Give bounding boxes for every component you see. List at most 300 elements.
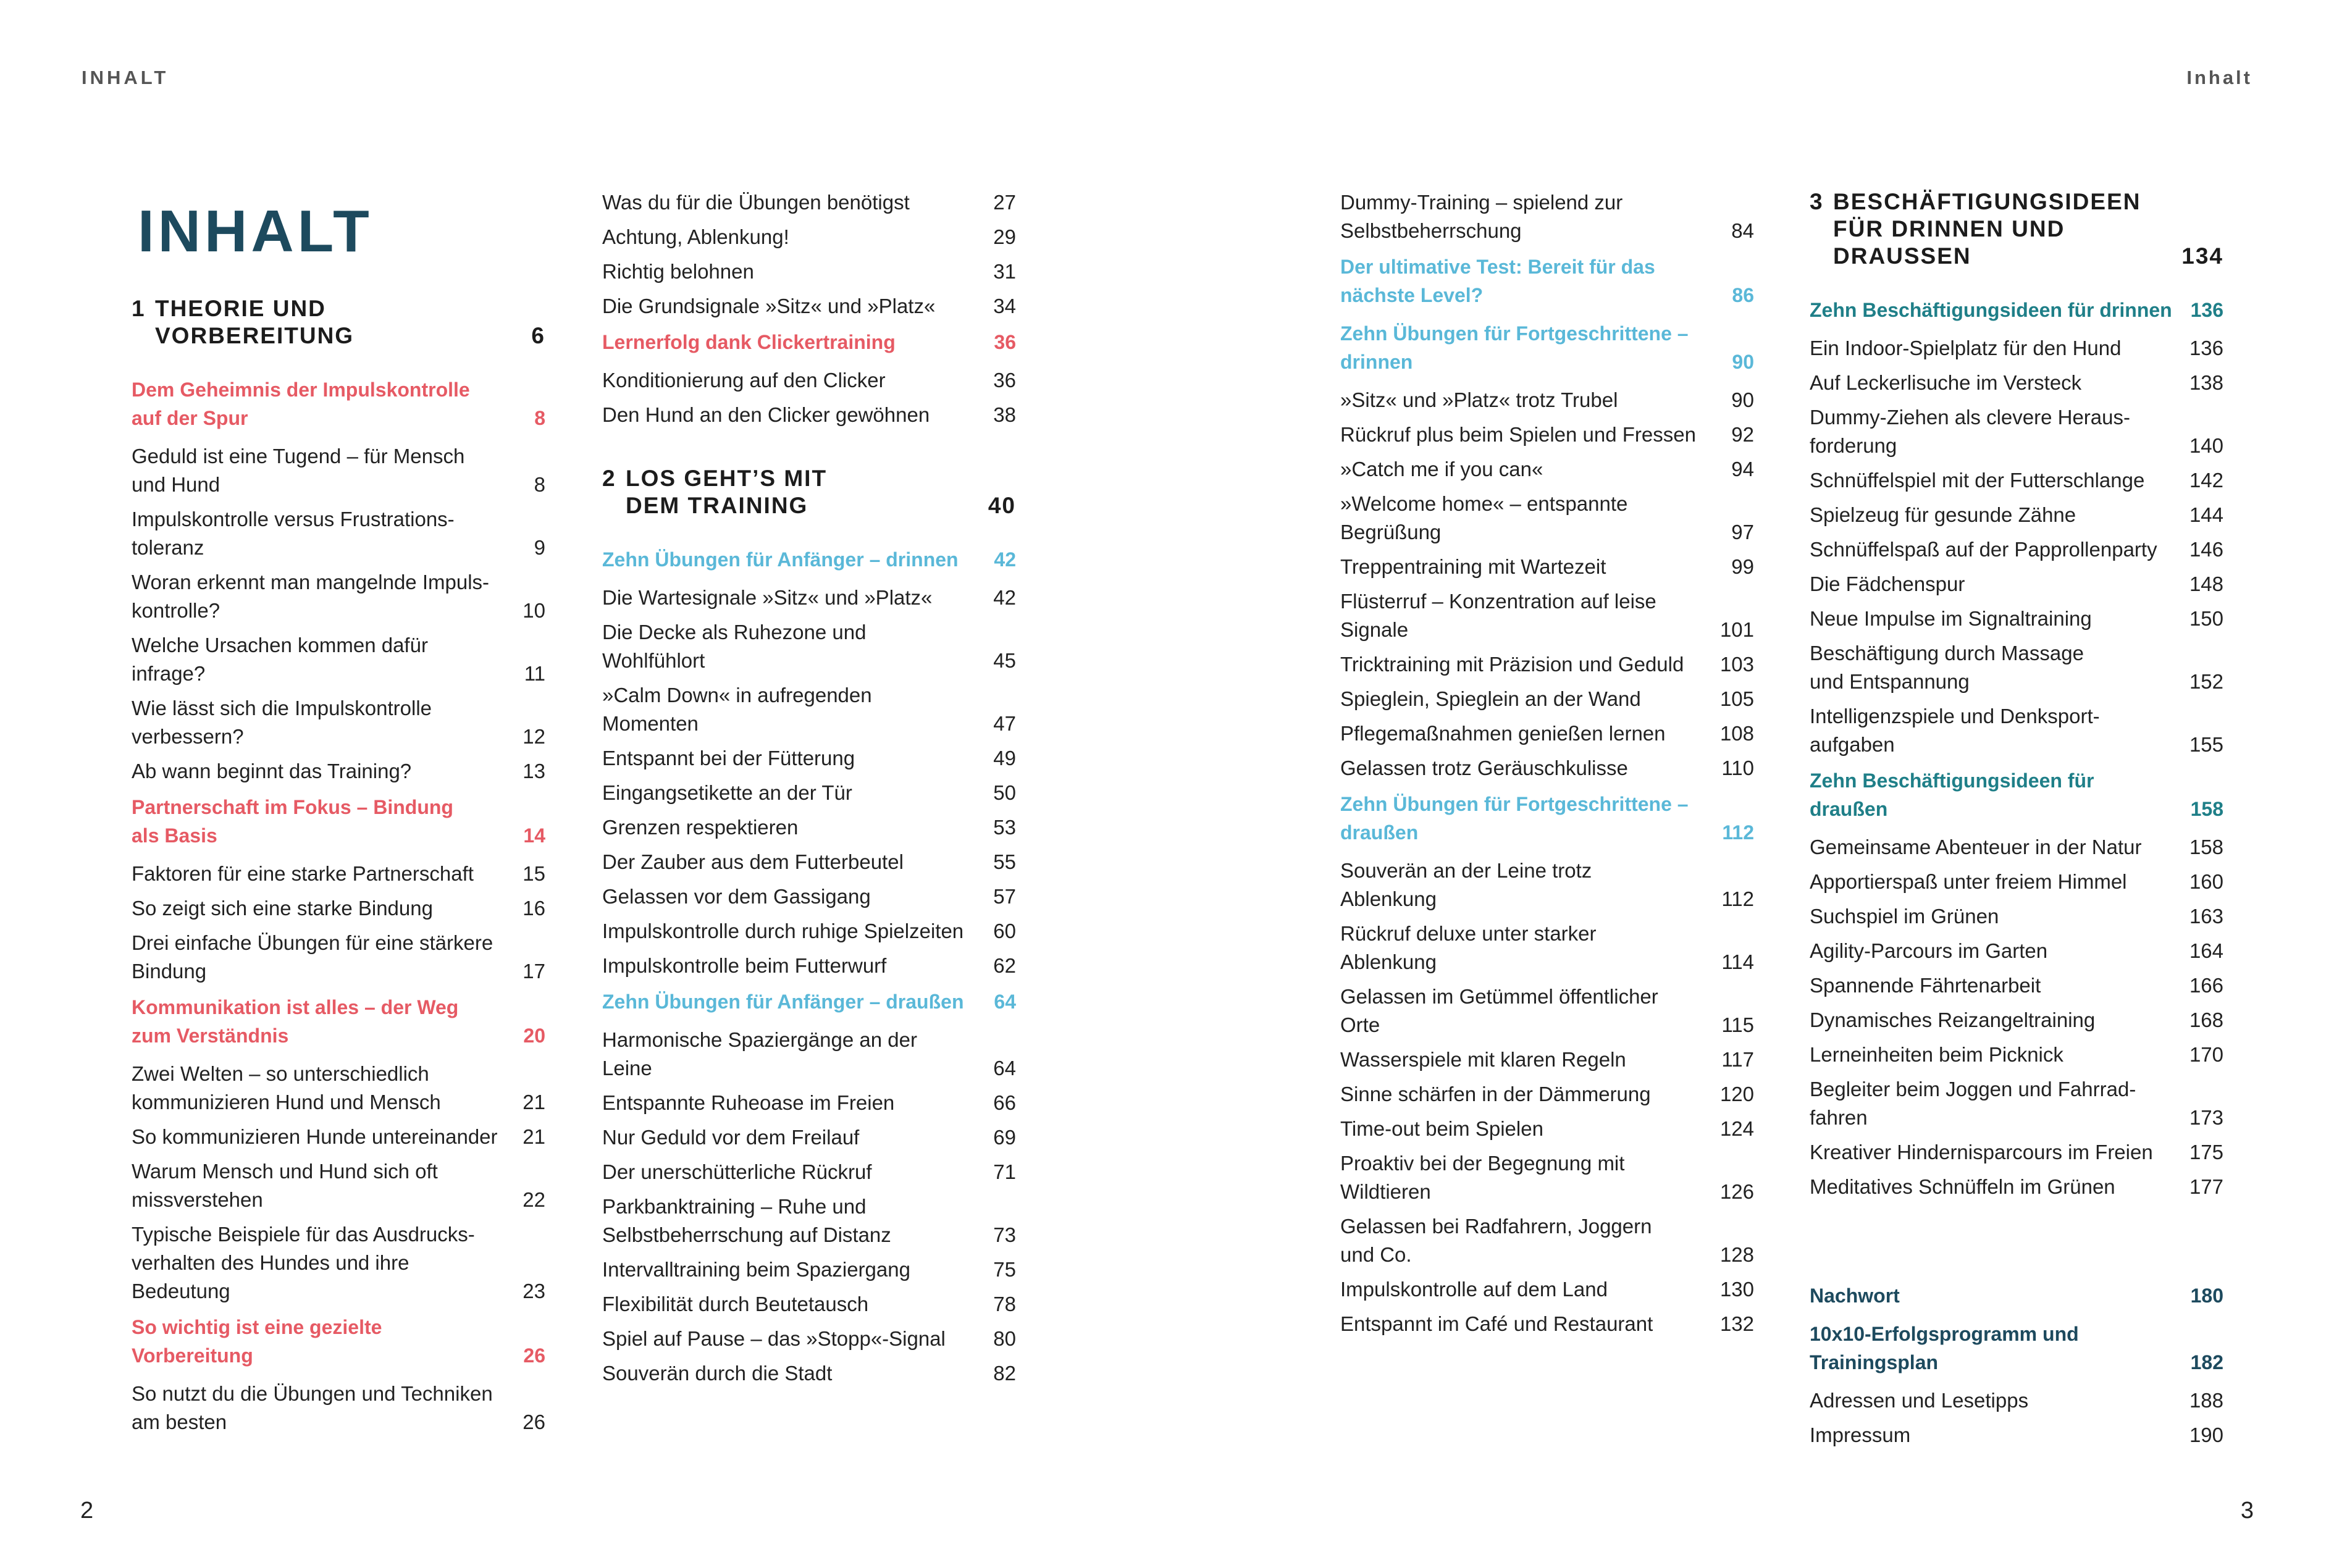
toc-entry-page: 190 <box>2189 1423 2223 1446</box>
toc-entry-title: Spannende Fährtenarbeit <box>1810 974 2041 997</box>
toc-entry-page: 158 <box>2189 836 2223 858</box>
toc-entry-page: 29 <box>993 225 1016 248</box>
toc-entry-title: Warum Mensch und Hund sich oft missverstehen <box>132 1160 438 1211</box>
toc-entry-title: Ein Indoor-Spielplatz für den Hund <box>1810 337 2122 359</box>
toc-entry-title: Apportierspaß unter freiem Himmel <box>1810 870 2127 893</box>
toc-section-entry[interactable] <box>1810 766 2223 823</box>
toc-entry-page: 146 <box>2189 538 2223 561</box>
toc-entry-page: 21 <box>523 1125 545 1148</box>
toc-entry[interactable] <box>1340 1212 1754 1269</box>
toc-column-1 <box>132 198 545 1443</box>
toc-list <box>602 545 1016 1388</box>
toc-entry-title: Time-out beim Spielen <box>1340 1117 1543 1140</box>
toc-entry[interactable] <box>1340 386 1754 414</box>
toc-section-entry[interactable] <box>132 993 545 1050</box>
toc-entry-page: 36 <box>994 331 1016 353</box>
toc-entry-title: Impressum <box>1810 1423 1911 1446</box>
toc-entry-page: 115 <box>1721 1013 1754 1036</box>
toc-section-entry[interactable] <box>1340 253 1754 309</box>
toc-entry-title: So kommunizieren Hunde untereinander <box>132 1125 498 1148</box>
toc-entry-title: Gelassen bei Radfahrern, Joggern und Co. <box>1340 1215 1652 1266</box>
toc-entry-page: 188 <box>2189 1389 2223 1412</box>
toc-entry-title: Der unerschütterliche Rückruf <box>602 1160 872 1183</box>
toc-entry-title: »Catch me if you can« <box>1340 458 1543 480</box>
chapter-number: 1 <box>132 296 146 321</box>
toc-entry-page: 71 <box>993 1160 1016 1183</box>
toc-entry[interactable] <box>1340 553 1754 581</box>
toc-entry-title: Dummy-Ziehen als clevere Heraus- forderung <box>1810 406 2130 457</box>
toc-entry[interactable] <box>602 223 1016 251</box>
toc-entry-page: 47 <box>993 712 1016 735</box>
chapter-page: 6 <box>531 323 545 348</box>
toc-entry[interactable] <box>1340 857 1754 913</box>
toc-entry-page: 120 <box>1719 1083 1754 1105</box>
toc-entry[interactable] <box>1810 1421 2223 1449</box>
toc-entry[interactable] <box>1810 702 2223 759</box>
toc-entry-page: 155 <box>2189 733 2223 756</box>
toc-entry[interactable] <box>602 848 1016 876</box>
toc-entry[interactable] <box>1810 501 2223 529</box>
toc-entry-page: 92 <box>1731 423 1754 446</box>
toc-entry-title: Harmonische Spaziergänge an der Leine <box>602 1028 917 1080</box>
toc-entry-page: 20 <box>523 1025 545 1047</box>
toc-entry-page: 124 <box>1719 1117 1754 1140</box>
toc-entry-title: Tricktraining mit Präzision und Geduld <box>1340 653 1684 676</box>
toc-entry-page: 112 <box>1721 887 1754 910</box>
toc-entry[interactable] <box>132 442 545 499</box>
toc-entry[interactable] <box>1340 983 1754 1039</box>
toc-section-entry[interactable] <box>1810 296 2223 324</box>
toc-entry[interactable] <box>602 744 1016 773</box>
toc-entry[interactable] <box>1340 650 1754 679</box>
toc-entry-title: Souverän durch die Stadt <box>602 1362 833 1385</box>
toc-entry-title: Spieglein, Spieglein an der Wand <box>1340 687 1641 710</box>
toc-section-entry[interactable] <box>602 545 1016 574</box>
toc-entry-title: Kommunikation ist alles – der Weg zum Verständnis <box>132 996 459 1047</box>
toc-entry-page: 173 <box>2189 1106 2223 1129</box>
toc-entry-page: 170 <box>2189 1043 2223 1066</box>
toc-entry-title: Lerneinheiten beim Picknick <box>1810 1043 2063 1066</box>
toc-entry-page: 166 <box>2189 974 2223 997</box>
toc-entry-page: 136 <box>2189 337 2223 359</box>
toc-entry-title: Rückruf plus beim Spielen und Fressen <box>1340 423 1696 446</box>
toc-entry-title: Intelligenzspiele und Denksport- aufgaben <box>1810 705 2100 756</box>
toc-entry-title: Schnüffelspiel mit der Futterschlange <box>1810 469 2145 492</box>
toc-entry[interactable] <box>1340 685 1754 713</box>
toc-entry[interactable] <box>132 929 545 986</box>
toc-entry[interactable] <box>1810 1138 2223 1167</box>
toc-entry-page: 78 <box>993 1293 1016 1315</box>
toc-entry-title: Die Fädchenspur <box>1810 572 1965 595</box>
toc-entry-page: 75 <box>993 1258 1016 1281</box>
toc-entry-page: 110 <box>1721 757 1754 779</box>
toc-entry-title: Wie lässt sich die Impulskontrolle verbessern? <box>132 697 432 748</box>
toc-entry-page: 22 <box>523 1188 545 1211</box>
toc-entry-title: Sinne schärfen in der Dämmerung <box>1340 1083 1651 1105</box>
toc-entry[interactable] <box>132 1123 545 1151</box>
toc-entry-page: 177 <box>2189 1175 2223 1198</box>
toc-entry-title: Beschäftigung durch Massage und Entspannung <box>1810 642 2084 693</box>
toc-entry-title: Welche Ursachen kommen dafür infrage? <box>132 634 428 685</box>
toc-entry-title: Gelassen trotz Geräuschkulisse <box>1340 757 1628 779</box>
toc-entry[interactable] <box>602 1193 1016 1249</box>
toc-entry-title: Faktoren für eine starke Partnerschaft <box>132 862 474 885</box>
toc-entry-page: 10 <box>523 599 545 622</box>
toc-entry-title: Spielzeug für gesunde Zähne <box>1810 503 2076 526</box>
toc-entry-page: 182 <box>2190 1351 2223 1373</box>
toc-section-entry[interactable] <box>1810 1320 2223 1377</box>
toc-entry[interactable] <box>132 1380 545 1436</box>
toc-entry[interactable] <box>602 952 1016 980</box>
toc-entry-title: Die Grundsignale »Sitz« und »Platz« <box>602 295 936 317</box>
toc-entry-page: 105 <box>1719 687 1754 710</box>
toc-entry[interactable] <box>132 860 545 888</box>
toc-entry[interactable] <box>132 1060 545 1117</box>
toc-entry[interactable] <box>1810 605 2223 633</box>
toc-entry-title: Flexibilität durch Beutetausch <box>602 1293 869 1315</box>
toc-entry-title: Souverän an der Leine trotz Ablenkung <box>1340 859 1592 910</box>
toc-column-4 <box>1810 188 2223 1456</box>
toc-section-entry[interactable] <box>602 987 1016 1016</box>
toc-entry[interactable] <box>602 1123 1016 1152</box>
toc-entry-title: Ab wann beginnt das Training? <box>132 760 412 782</box>
toc-entry[interactable] <box>602 292 1016 321</box>
toc-entry-page: 114 <box>1721 950 1754 973</box>
toc-entry[interactable] <box>602 258 1016 286</box>
toc-entry[interactable] <box>1340 1046 1754 1074</box>
toc-entry[interactable] <box>1810 833 2223 862</box>
toc-entry-page: 15 <box>523 862 545 885</box>
toc-entry[interactable] <box>1340 754 1754 782</box>
toc-entry-page: 8 <box>534 407 545 429</box>
toc-entry-page: 94 <box>1731 458 1754 480</box>
toc-entry[interactable] <box>1810 403 2223 460</box>
toc-entry[interactable] <box>602 366 1016 395</box>
toc-entry-title: Begleiter beim Joggen und Fahrrad- fahren <box>1810 1078 2136 1129</box>
toc-entry-title: Zehn Übungen für Fortgeschrittene – draußen <box>1340 793 1689 844</box>
toc-entry[interactable] <box>1340 188 1754 245</box>
toc-entry-page: 53 <box>993 816 1016 839</box>
toc-entry-title: Zehn Übungen für Anfänger – draußen <box>602 991 964 1013</box>
toc-entry-title: Eingangsetikette an der Tür <box>602 781 852 804</box>
toc-entry-page: 21 <box>523 1091 545 1113</box>
toc-entry[interactable] <box>1810 937 2223 965</box>
toc-column-2 <box>602 188 1016 1394</box>
chapter-number: 3 <box>1810 189 1824 214</box>
toc-entry-page: 13 <box>523 760 545 782</box>
toc-entry-page: 90 <box>1731 388 1754 411</box>
toc-entry[interactable] <box>1340 1310 1754 1338</box>
toc-entry-page: 8 <box>534 473 545 496</box>
toc-entry[interactable] <box>1810 1386 2223 1415</box>
chapter-number: 2 <box>602 466 616 491</box>
toc-entry[interactable] <box>602 917 1016 945</box>
toc-entry[interactable] <box>132 505 545 562</box>
toc-entry-page: 103 <box>1719 653 1754 676</box>
toc-entry[interactable] <box>1810 334 2223 363</box>
toc-entry[interactable] <box>602 401 1016 429</box>
toc-entry[interactable] <box>1340 1080 1754 1109</box>
toc-list <box>1340 188 1754 1338</box>
toc-entry-title: Spiel auf Pause – das »Stopp«-Signal <box>602 1327 946 1350</box>
page-number-left: 2 <box>80 1498 94 1524</box>
toc-entry[interactable] <box>602 188 1016 217</box>
toc-entry-title: Der ultimative Test: Bereit für das nächste Level? <box>1340 256 1655 306</box>
toc-entry-page: 163 <box>2189 905 2223 928</box>
toc-entry-page: 160 <box>2189 870 2223 893</box>
toc-entry[interactable] <box>602 779 1016 807</box>
toc-entry-page: 17 <box>523 960 545 983</box>
toc-entry-title: Zehn Übungen für Anfänger – drinnen <box>602 548 959 571</box>
toc-entry-page: 144 <box>2189 503 2223 526</box>
toc-entry-page: 42 <box>993 586 1016 609</box>
toc-entry-page: 14 <box>523 824 545 847</box>
toc-section-entry[interactable] <box>132 793 545 850</box>
toc-entry-page: 26 <box>523 1411 545 1433</box>
toc-entry[interactable] <box>132 631 545 688</box>
toc-entry-title: Impulskontrolle auf dem Land <box>1340 1278 1608 1301</box>
toc-entry-page: 57 <box>993 885 1016 908</box>
toc-entry-page: 23 <box>523 1280 545 1302</box>
toc-entry[interactable] <box>602 1089 1016 1117</box>
toc-entry-page: 50 <box>993 781 1016 804</box>
toc-section-entry[interactable] <box>1340 319 1754 376</box>
toc-entry[interactable] <box>602 584 1016 612</box>
toc-entry[interactable] <box>132 1220 545 1306</box>
chapter-heading[interactable] <box>1810 188 2223 270</box>
toc-entry[interactable] <box>602 1158 1016 1186</box>
toc-entry-title: So zeigt sich eine starke Bindung <box>132 897 433 920</box>
toc-entry[interactable] <box>1810 639 2223 696</box>
toc-entry-title: Zwei Welten – so unterschiedlich kommunizieren Hund und Mensch <box>132 1062 441 1113</box>
toc-section-entry[interactable] <box>1340 790 1754 847</box>
toc-entry-page: 55 <box>993 850 1016 873</box>
toc-entry-title: Dummy-Training – spielend zur Selbstbeherrschung <box>1340 191 1623 242</box>
toc-entry-title: Entspannt im Café und Restaurant <box>1340 1312 1653 1335</box>
toc-entry-page: 11 <box>524 662 545 685</box>
toc-entry-page: 142 <box>2189 469 2223 492</box>
toc-entry-title: Parkbanktraining – Ruhe und Selbstbeherrschung auf Distanz <box>602 1195 891 1246</box>
toc-entry-page: 99 <box>1731 555 1754 578</box>
toc-entry-page: 86 <box>1732 284 1754 306</box>
toc-entry[interactable] <box>1340 421 1754 449</box>
toc-entry-title: Entspannt bei der Fütterung <box>602 747 855 769</box>
toc-entry-title: Neue Impulse im Signaltraining <box>1810 607 2092 630</box>
toc-section-entry[interactable] <box>602 328 1016 356</box>
toc-entry-title: Zehn Übungen für Fortgeschrittene – drinnen <box>1340 322 1689 373</box>
toc-entry-page: 132 <box>1719 1312 1754 1335</box>
toc-entry-page: 49 <box>993 747 1016 769</box>
toc-entry-page: 69 <box>993 1126 1016 1149</box>
toc-entry[interactable] <box>1810 535 2223 564</box>
toc-entry-title: Lernerfolg dank Clickertraining <box>602 331 896 353</box>
toc-entry-title: 10x10-Erfolgsprogramm und Trainingsplan <box>1810 1323 2079 1373</box>
toc-entry-title: Proaktiv bei der Begegnung mit Wildtieren <box>1340 1152 1625 1203</box>
toc-entry[interactable] <box>1810 570 2223 598</box>
toc-entry[interactable] <box>1810 902 2223 931</box>
toc-section-entry[interactable] <box>132 1313 545 1370</box>
toc-entry-page: 168 <box>2189 1008 2223 1031</box>
toc-entry-title: Adressen und Lesetipps <box>1810 1389 2029 1412</box>
toc-entry-page: 38 <box>993 403 1016 426</box>
toc-entry-page: 90 <box>1732 351 1754 373</box>
toc-entry-page: 16 <box>523 897 545 920</box>
toc-section-entry[interactable] <box>1810 1281 2223 1310</box>
toc-entry-page: 73 <box>993 1223 1016 1246</box>
toc-entry[interactable] <box>1340 920 1754 976</box>
toc-entry-title: Dynamisches Reizangeltraining <box>1810 1008 2096 1031</box>
toc-entry[interactable] <box>1340 719 1754 748</box>
toc-entry-page: 152 <box>2189 670 2223 693</box>
toc-entry-page: 108 <box>1719 722 1754 745</box>
toc-entry-title: Pflegemaßnahmen genießen lernen <box>1340 722 1666 745</box>
toc-entry[interactable] <box>1340 1275 1754 1304</box>
toc-entry[interactable] <box>1810 1075 2223 1132</box>
toc-entry-page: 80 <box>993 1327 1016 1350</box>
toc-entry-title: So wichtig ist eine gezielte Vorbereitung <box>132 1316 382 1367</box>
chapter-title: THEORIE UND VORBEREITUNG <box>155 296 355 348</box>
toc-entry-page: 64 <box>994 991 1016 1013</box>
toc-entry-title: »Welcome home« – entspannte Begrüßung <box>1340 492 1628 543</box>
toc-entry[interactable] <box>1340 587 1754 644</box>
toc-column-3 <box>1340 188 1754 1344</box>
toc-entry-page: 158 <box>2190 798 2223 820</box>
toc-entry-title: Gemeinsame Abenteuer in der Natur <box>1810 836 2142 858</box>
toc-entry-title: Kreativer Hindernisparcours im Freien <box>1810 1141 2153 1163</box>
toc-entry-page: 150 <box>2189 607 2223 630</box>
toc-entry-title: »Sitz« und »Platz« trotz Trubel <box>1340 388 1618 411</box>
toc-entry[interactable] <box>1810 1006 2223 1034</box>
toc-entry-page: 112 <box>1722 821 1754 844</box>
toc-entry[interactable] <box>1340 490 1754 547</box>
toc-list <box>602 188 1016 429</box>
toc-entry-title: So nutzt du die Übungen und Techniken am besten <box>132 1382 493 1433</box>
chapter-heading[interactable] <box>132 295 545 350</box>
toc-entry-title: Rückruf deluxe unter starker Ablenkung <box>1340 922 1597 973</box>
toc-entry-title: Woran erkennt man mangelnde Impuls- kontrolle? <box>132 571 490 622</box>
toc-back-matter <box>1810 1281 2223 1449</box>
toc-entry[interactable] <box>602 1026 1016 1083</box>
toc-entry[interactable] <box>602 813 1016 842</box>
toc-entry-page: 130 <box>1719 1278 1754 1301</box>
toc-entry[interactable] <box>132 694 545 751</box>
toc-entry-title: Auf Leckerlisuche im Versteck <box>1810 371 2082 394</box>
toc-entry-title: Intervalltraining beim Spaziergang <box>602 1258 910 1281</box>
toc-entry-title: Zehn Beschäftigungsideen für drinnen <box>1810 299 2172 321</box>
toc-entry-page: 136 <box>2190 299 2223 321</box>
toc-entry-title: Partnerschaft im Fokus – Bindung als Basis <box>132 796 453 847</box>
toc-entry[interactable] <box>1810 1173 2223 1201</box>
toc-entry-title: Entspannte Ruheoase im Freien <box>602 1091 895 1114</box>
toc-entry-title: Nur Geduld vor dem Freilauf <box>602 1126 860 1149</box>
toc-entry-title: Typische Beispiele für das Ausdrucks- verhalten des Hundes und ihre Bedeutung <box>132 1223 475 1302</box>
toc-entry-page: 62 <box>993 954 1016 977</box>
toc-entry-page: 36 <box>993 369 1016 392</box>
toc-entry[interactable] <box>1340 1115 1754 1143</box>
toc-entry-title: Nachwort <box>1810 1285 1900 1307</box>
toc-entry-title: Geduld ist eine Tugend – für Mensch und Hund <box>132 445 465 496</box>
toc-entry[interactable] <box>602 1290 1016 1319</box>
toc-entry[interactable] <box>132 894 545 923</box>
toc-entry-page: 175 <box>2189 1141 2223 1163</box>
toc-entry-title: Gelassen im Getümmel öffentlicher Orte <box>1340 985 1658 1036</box>
toc-entry-page: 26 <box>523 1344 545 1367</box>
toc-entry-title: Grenzen respektieren <box>602 816 799 839</box>
toc-entry-page: 45 <box>993 649 1016 672</box>
chapter-page: 40 <box>988 493 1016 518</box>
toc-entry-page: 34 <box>993 295 1016 317</box>
page-title: INHALT <box>138 198 373 264</box>
toc-entry-page: 117 <box>1721 1048 1754 1071</box>
toc-entry[interactable] <box>1810 971 2223 1000</box>
toc-entry-page: 84 <box>1731 219 1754 242</box>
toc-entry-page: 180 <box>2190 1285 2223 1307</box>
toc-entry-title: »Calm Down« in aufregenden Momenten <box>602 684 872 735</box>
toc-entry-title: Zehn Beschäftigungsideen für draußen <box>1810 769 2094 820</box>
toc-entry-page: 12 <box>523 725 545 748</box>
toc-entry-page: 138 <box>2189 371 2223 394</box>
chapter-page: 134 <box>2181 243 2223 269</box>
toc-entry[interactable] <box>1810 868 2223 896</box>
toc-entry[interactable] <box>602 681 1016 738</box>
toc-entry-page: 126 <box>1719 1180 1754 1203</box>
toc-entry[interactable] <box>602 883 1016 911</box>
toc-entry[interactable] <box>602 618 1016 675</box>
toc-entry-title: Der Zauber aus dem Futterbeutel <box>602 850 904 873</box>
toc-entry-title: Treppentraining mit Wartezeit <box>1340 555 1606 578</box>
toc-entry-page: 148 <box>2189 572 2223 595</box>
chapter-title: LOS GEHT’S MIT DEM TRAINING <box>626 466 828 518</box>
toc-entry[interactable] <box>1340 1149 1754 1206</box>
running-head-left: INHALT <box>82 67 169 88</box>
toc-entry-title: Suchspiel im Grünen <box>1810 905 1999 928</box>
toc-entry[interactable] <box>602 1359 1016 1388</box>
toc-entry-title: Drei einfache Übungen für eine stärkere Bindung <box>132 931 493 983</box>
toc-entry-page: 27 <box>993 191 1016 214</box>
toc-entry-page: 101 <box>1719 618 1754 641</box>
toc-entry-page: 9 <box>534 536 545 559</box>
toc-entry-title: Konditionierung auf den Clicker <box>602 369 886 392</box>
toc-entry[interactable] <box>1340 455 1754 484</box>
chapter-heading[interactable] <box>602 465 1016 519</box>
toc-entry[interactable] <box>1810 369 2223 397</box>
chapter-title: BESCHÄFTIGUNGSIDEEN FÜR DRINNEN UND DRAUSSEN <box>1833 189 2141 269</box>
toc-entry[interactable] <box>132 568 545 625</box>
toc-entry[interactable] <box>132 757 545 786</box>
toc-entry-title: Flüsterruf – Konzentration auf leise Signale <box>1340 590 1656 641</box>
toc-entry-title: Den Hund an den Clicker gewöhnen <box>602 403 930 426</box>
toc-entry[interactable] <box>1810 466 2223 495</box>
toc-entry-page: 97 <box>1731 521 1754 543</box>
toc-list <box>132 375 545 1436</box>
toc-entry-page: 164 <box>2189 939 2223 962</box>
toc-entry-title: Gelassen vor dem Gassigang <box>602 885 871 908</box>
toc-entry-title: Impulskontrolle beim Futterwurf <box>602 954 887 977</box>
toc-entry[interactable] <box>602 1325 1016 1353</box>
toc-entry[interactable] <box>602 1256 1016 1284</box>
toc-entry-page: 64 <box>993 1057 1016 1080</box>
toc-entry-page: 31 <box>993 260 1016 283</box>
toc-entry-title: Dem Geheimnis der Impulskontrolle auf der Spur <box>132 379 470 429</box>
toc-entry[interactable] <box>132 1157 545 1214</box>
toc-entry-title: Impulskontrolle versus Frustrations- toleranz <box>132 508 455 559</box>
toc-section-entry[interactable] <box>132 375 545 432</box>
toc-entry-title: Agility-Parcours im Garten <box>1810 939 2048 962</box>
toc-entry-title: Impulskontrolle durch ruhige Spielzeiten <box>602 920 964 942</box>
toc-entry-title: Die Wartesignale »Sitz« und »Platz« <box>602 586 933 609</box>
toc-entry[interactable] <box>1810 1041 2223 1069</box>
toc-entry-page: 60 <box>993 920 1016 942</box>
